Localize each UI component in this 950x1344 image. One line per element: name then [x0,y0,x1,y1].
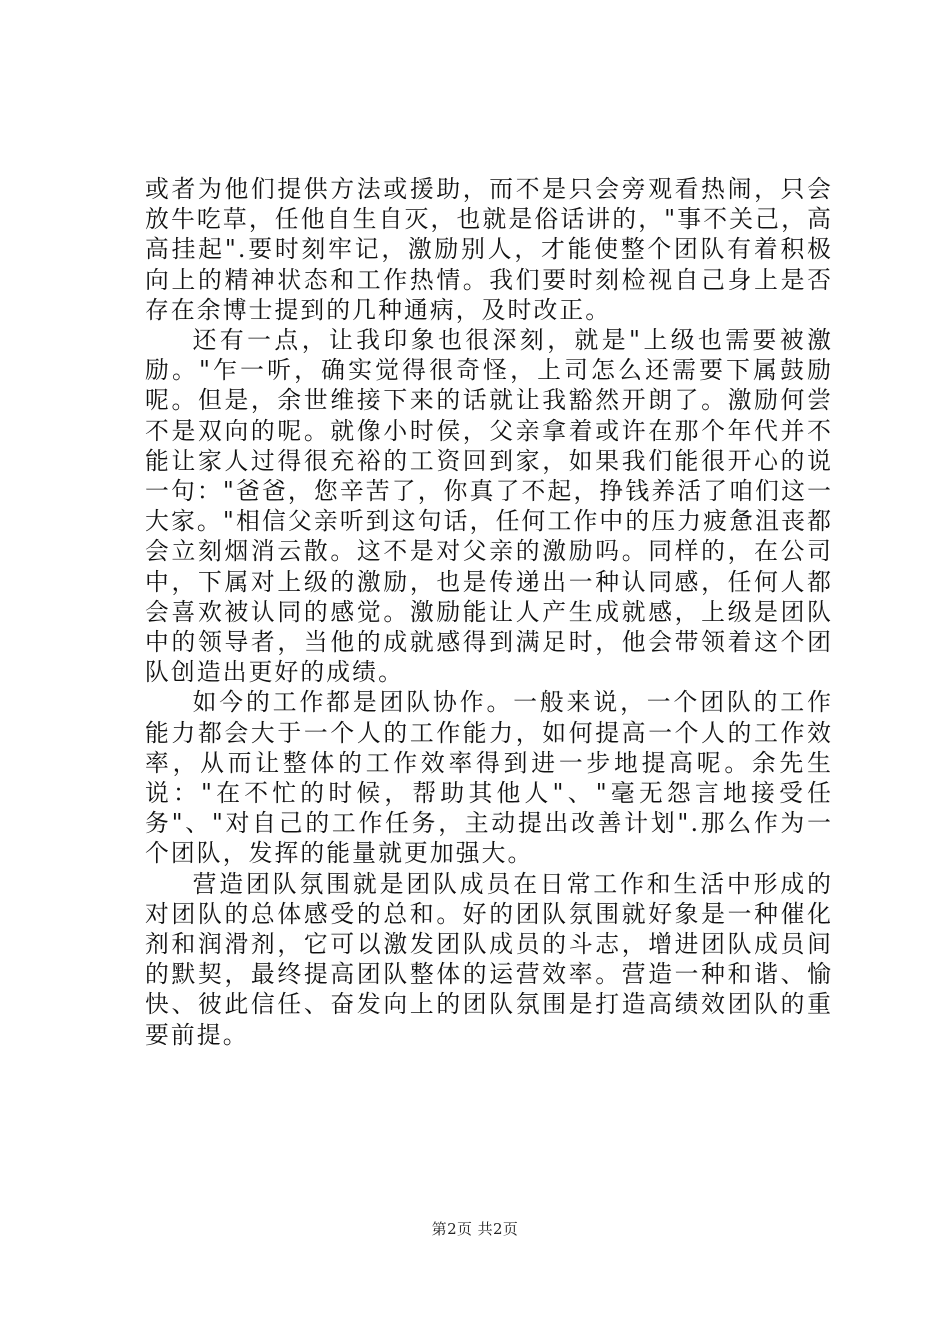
paragraph-4: 营造团队氛围就是团队成员在日常工作和生活中形成的对团队的总体感受的总和。好的团队氛围就好象是一种催化剂和润滑剂，它可以激发团队成员的斗志，增进团队成员间的默契，最终提高团队整体的运营效率。营造一种和谐、愉快、彼此信任、奋发向上的团队氛围是打造高绩效团队的重要前提。 [145,869,833,1049]
paragraph-3: 如今的工作都是团队协作。一般来说，一个团队的工作能力都会大于一个人的工作能力，如何提高一个人的工作效率，从而让整体的工作效率得到进一步地提高呢。余先生说："在不忙的时候，帮助其他人"、"毫无怨言地接受任务"、"对自己的工作任务，主动提出改善计划".那么作为一个团队，发挥的能量就更加强大。 [145,688,833,868]
page-footer: 第2页 共2页 [431,1220,519,1238]
paragraph-2: 还有一点，让我印象也很深刻，就是"上级也需要被激励。"乍一听，确实觉得很奇怪，上司怎么还需要下属鼓励呢。但是，余世维接下来的话就让我豁然开朗了。激励何尝不是双向的呢。就像小时侯，父亲拿着或许在那个年代并不能让家人过得很充裕的工资回到家，如果我们能很开心的说一句："爸爸，您辛苦了，你真了不起，挣钱养活了咱们这一大家。"相信父亲听到这句话，任何工作中的压力疲惫沮丧都会立刻烟消云散。这不是对父亲的激励吗。同样的，在公司中，下属对上级的激励，也是传递出一种认同感，任何人都会喜欢被认同的感觉。激励能让人产生成就感，上级是团队中的领导者，当他的成就感得到满足时，他会带领着这个团队创造出更好的成绩。 [145,326,833,687]
document-body [145,174,833,1050]
paragraph-1: 或者为他们提供方法或援助，而不是只会旁观看热闹，只会放牛吃草，任他自生自灭，也就是俗话讲的，"事不关己，高高挂起".要时刻牢记，激励别人，才能使整个团队有着积极向上的精神状态和工作热情。我们要时刻检视自己身上是否存在余博士提到的几种通病，及时改正。 [145,175,833,324]
